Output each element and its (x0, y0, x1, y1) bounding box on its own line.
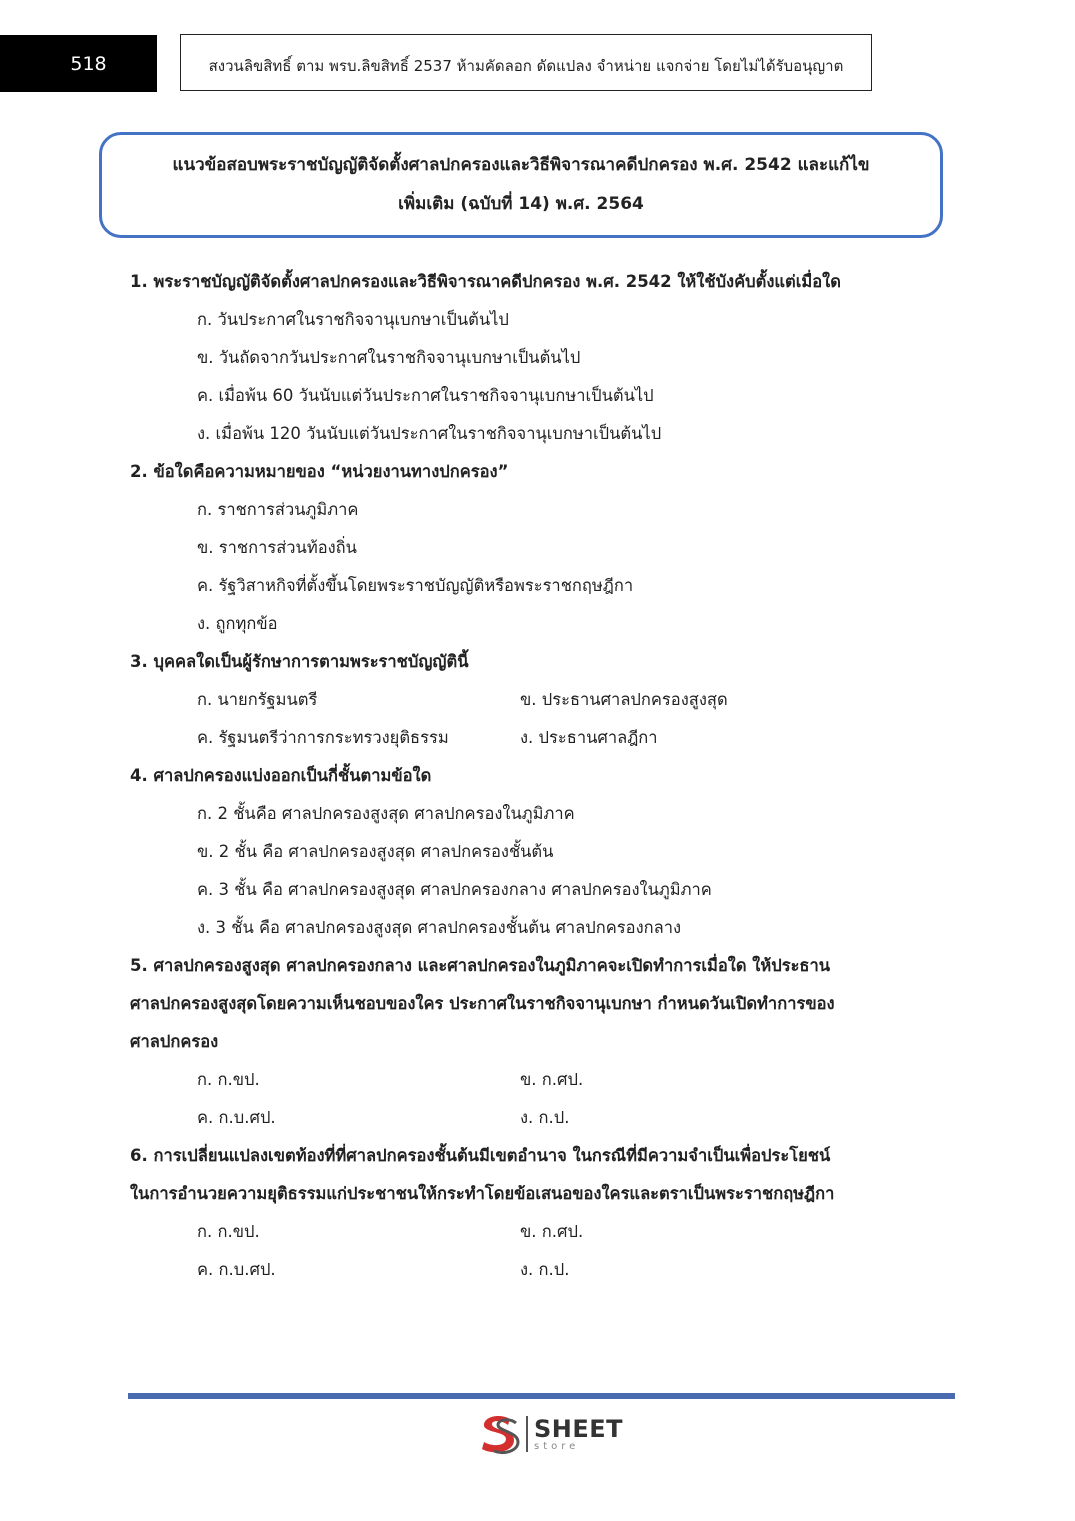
section-title-line-1: แนวข้อสอบพระราชบัญญัติจัดตั้งศาลปกครองและวิธีพิจารณาคดีปกครอง พ.ศ. 2542 และแก้ไข (172, 155, 870, 175)
question-6-option-d: ง. ก.ป. (520, 1260, 570, 1279)
question-1-option-c: ค. เมื่อพ้น 60 วันนับแต่วันประกาศในราชกิจจานุเบกษาเป็นต้นไป (197, 386, 654, 405)
question-6-option-c: ค. ก.บ.ศป. (197, 1260, 276, 1279)
question-3: 3. บุคคลใดเป็นผู้รักษาการตามพระราชบัญญัตินี้ (130, 652, 469, 671)
question-5-line-1: 5. ศาลปกครองสูงสุด ศาลปกครองกลาง และศาลปกครองในภูมิภาคจะเปิดทำการเมื่อใด ให้ประธาน (130, 956, 831, 975)
question-3-option-c: ค. รัฐมนตรีว่าการกระทรวงยุติธรรม (197, 728, 449, 747)
question-5-line-3: ศาลปกครอง (130, 1032, 219, 1051)
logo-separator (526, 1416, 528, 1452)
question-3-option-d: ง. ประธานศาลฎีกา (520, 728, 658, 747)
section-title-line-2: เพิ่มเติม (ฉบับที่ 14) พ.ศ. 2564 (398, 194, 644, 214)
question-4: 4. ศาลปกครองแบ่งออกเป็นกี่ชั้นตามข้อใด (130, 766, 432, 785)
question-2-option-a: ก. ราชการส่วนภูมิภาค (197, 500, 359, 519)
footer-divider (128, 1393, 955, 1399)
question-6-line-1: 6. การเปลี่ยนแปลงเขตท้องที่ที่ศาลปกครองชั้นต้นมีเขตอำนาจ ในกรณีที่มีความจำเป็นเพื่อประโยชน์ (130, 1146, 831, 1165)
question-5-option-c: ค. ก.บ.ศป. (197, 1108, 276, 1127)
question-2-option-b: ข. ราชการส่วนท้องถิ่น (197, 538, 357, 557)
question-1-option-b: ข. วันถัดจากวันประกาศในราชกิจจานุเบกษาเป็นต้นไป (197, 348, 581, 367)
logo-text (534, 1414, 624, 1452)
logo-main-text: SHEET (534, 1414, 624, 1443)
question-3-options-row-2 (130, 719, 930, 757)
question-4-option-d: ง. 3 ชั้น คือ ศาลปกครองสูงสุด ศาลปกครองชั้นต้น ศาลปกครองกลาง (197, 918, 682, 937)
question-2-option-c: ค. รัฐวิสาหกิจที่ตั้งขึ้นโดยพระราชบัญญัติหรือพระราชกฤษฎีกา (197, 576, 634, 595)
question-4-option-a: ก. 2 ชั้นคือ ศาลปกครองสูงสุด ศาลปกครองในภูมิภาค (197, 804, 575, 823)
question-6-options-row-2 (130, 1251, 930, 1289)
question-5-option-b: ข. ก.ศป. (520, 1070, 584, 1089)
question-2: 2. ข้อใดคือความหมายของ “หน่วยงานทางปกครอง” (130, 462, 509, 481)
page-number: 518 (0, 35, 157, 92)
question-list (130, 263, 930, 1289)
section-title-box (99, 132, 943, 238)
sheet-store-s-icon (476, 1411, 522, 1457)
question-5-option-a: ก. ก.ขป. (197, 1070, 260, 1089)
question-2-option-d: ง. ถูกทุกข้อ (197, 614, 278, 633)
question-1: 1. พระราชบัญญัติจัดตั้งศาลปกครองและวิธีพิจารณาคดีปกครอง พ.ศ. 2542 ให้ใช้บังคับตั้งแต่เมื่อใด (130, 272, 841, 291)
question-6-option-a: ก. ก.ขป. (197, 1222, 260, 1241)
question-4-option-b: ข. 2 ชั้น คือ ศาลปกครองสูงสุด ศาลปกครองชั้นต้น (197, 842, 554, 861)
question-5-line-2: ศาลปกครองสูงสุดโดยความเห็นชอบของใคร ประกาศในราชกิจจานุเบกษา กำหนดวันเปิดทำการของ (130, 994, 835, 1013)
question-6-option-b: ข. ก.ศป. (520, 1222, 584, 1241)
question-6-options-row-1 (130, 1213, 930, 1251)
question-1-option-d: ง. เมื่อพ้น 120 วันนับแต่วันประกาศในราชกิจจานุเบกษาเป็นต้นไป (197, 424, 662, 443)
copyright-notice: สงวนลิขสิทธิ์ ตาม พรบ.ลิขสิทธิ์ 2537 ห้ามคัดลอก ดัดแปลง จำหน่าย แจกจ่าย โดยไม่ได้รับอนุญาต (180, 34, 872, 91)
question-3-option-b: ข. ประธานศาลปกครองสูงสุด (520, 690, 728, 709)
sheet-store-logo (476, 1410, 623, 1458)
question-5-options-row-1 (130, 1061, 930, 1099)
question-5-option-d: ง. ก.ป. (520, 1108, 570, 1127)
question-1-option-a: ก. วันประกาศในราชกิจจานุเบกษาเป็นต้นไป (197, 310, 509, 329)
question-3-options-row-1 (130, 681, 930, 719)
question-3-option-a: ก. นายกรัฐมนตรี (197, 690, 318, 709)
question-4-option-c: ค. 3 ชั้น คือ ศาลปกครองสูงสุด ศาลปกครองกลาง ศาลปกครองในภูมิภาค (197, 880, 712, 899)
question-6-line-2: ในการอำนวยความยุติธรรมแก่ประชาชนให้กระทำโดยข้อเสนอของใครและตราเป็นพระราชกฤษฎีกา (130, 1184, 835, 1203)
logo-sub-text: store (534, 1440, 580, 1452)
question-5-options-row-2 (130, 1099, 930, 1137)
